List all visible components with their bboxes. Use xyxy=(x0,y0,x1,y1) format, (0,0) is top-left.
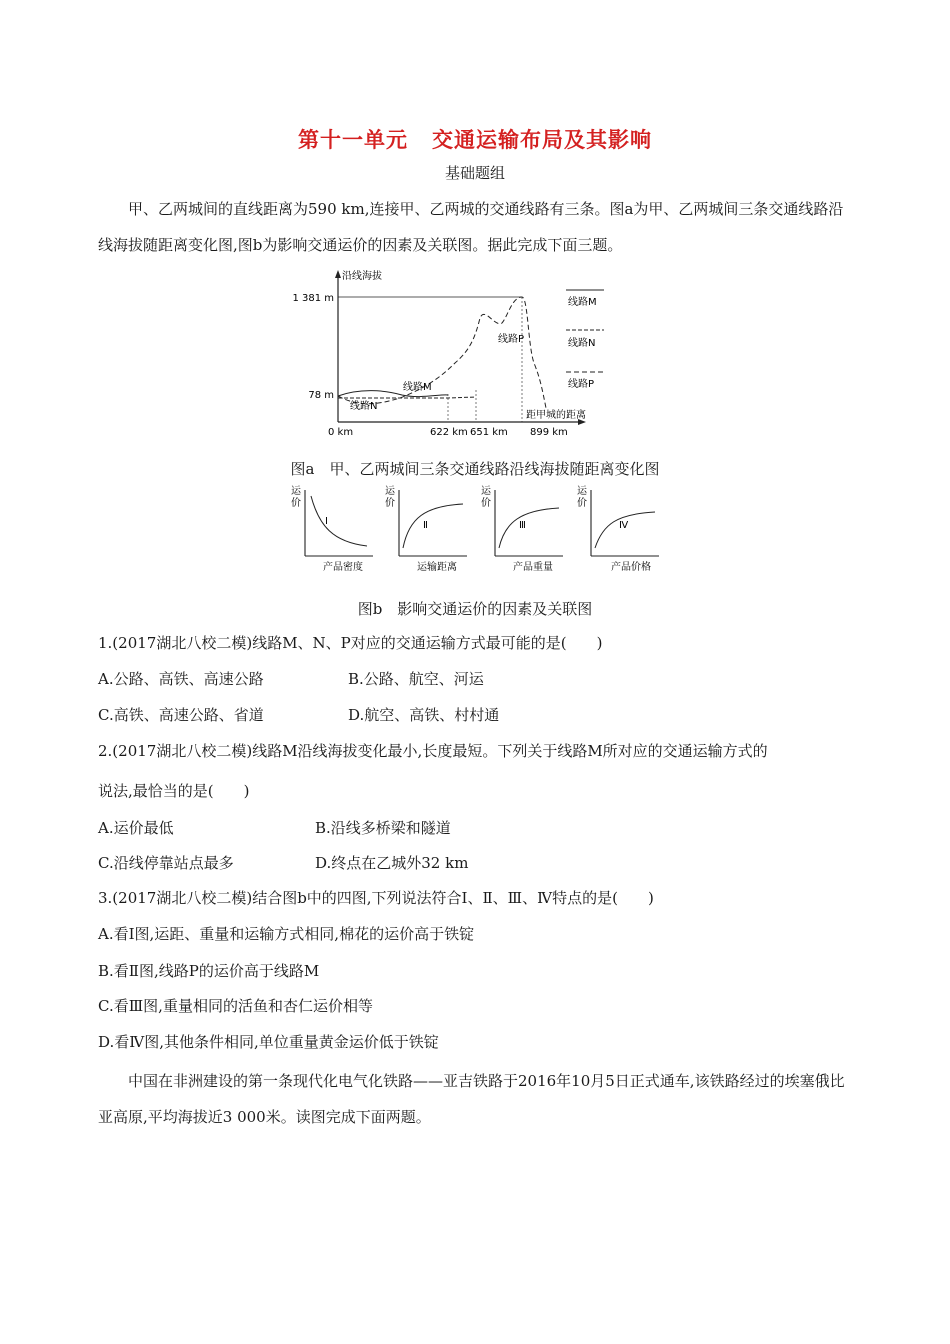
q2-option-d: D.终点在乙城外32 km xyxy=(315,854,469,872)
question-1-stem: 1.(2017湖北八校二模)线路M、N、P对应的交通运输方式最可能的是( ) xyxy=(98,634,603,652)
fig-a-xlabel: 距甲城的距离 xyxy=(526,410,586,421)
panel-i xyxy=(291,485,373,573)
fig-a-ylabel: 沿线海拔 xyxy=(342,271,382,282)
fig-a-xtick: 899 km xyxy=(530,427,568,438)
q2-option-c: C.沿线停靠站点最多 xyxy=(98,854,234,872)
panel-ylabel: 运 xyxy=(385,486,395,497)
panel-ylabel: 价 xyxy=(577,498,587,509)
panel-xlabel: 产品密度 xyxy=(323,562,363,573)
panel-ii xyxy=(385,485,467,573)
roman-label: Ⅲ xyxy=(519,520,526,531)
figure-b-caption: 图b 影响交通运价的因素及关联图 xyxy=(357,600,593,618)
line-n-path xyxy=(338,397,476,398)
line-m-label: 线路M xyxy=(403,382,432,393)
question-2-stem-cont: 说法,最恰当的是( ) xyxy=(98,782,250,800)
roman-label: Ⅰ xyxy=(325,516,328,527)
figure-a-caption: 图a 甲、乙两城间三条交通线路沿线海拔随距离变化图 xyxy=(290,460,660,478)
question-3-stem: 3.(2017湖北八校二模)结合图b中的四图,下列说法符合Ⅰ、Ⅱ、Ⅲ、Ⅳ特点的是( ) xyxy=(98,889,654,907)
legend-n: 线路N xyxy=(568,338,596,349)
fig-a-xtick: 651 km xyxy=(470,427,508,438)
q3-option-b: B.看Ⅱ图,线路P的运价高于线路M xyxy=(98,962,320,980)
line-p-path xyxy=(338,297,546,408)
panel-iv xyxy=(577,485,659,573)
line-n-label: 线路N xyxy=(350,401,378,412)
panel-ylabel: 运 xyxy=(481,486,491,497)
curve-iii xyxy=(499,508,559,548)
panel-xlabel: 产品重量 xyxy=(513,562,553,573)
legend-p: 线路P xyxy=(568,379,595,390)
fig-a-xtick: 622 km xyxy=(430,427,468,438)
panel-xlabel: 运输距离 xyxy=(417,562,457,573)
page-title: 第十一单元 交通运输布局及其影响 xyxy=(298,128,652,152)
panel-ylabel: 价 xyxy=(481,498,491,509)
fig-a-ytick-high: 1 381 m xyxy=(292,293,334,304)
q3-option-d: D.看Ⅳ图,其他条件相同,单位重量黄金运价低于铁锭 xyxy=(98,1033,439,1051)
q3-option-a: A.看Ⅰ图,运距、重量和运输方式相同,棉花的运价高于铁锭 xyxy=(98,925,475,943)
roman-label: Ⅳ xyxy=(619,520,629,531)
figure-a-elevation-chart xyxy=(290,268,650,444)
panel-ylabel: 运 xyxy=(577,486,587,497)
panel-ylabel: 运 xyxy=(291,486,301,497)
curve-ii xyxy=(403,504,463,548)
figure-b-panels xyxy=(285,484,665,574)
q1-option-a: A.公路、高铁、高速公路 xyxy=(98,670,264,688)
intro-paragraph: 甲、乙两城间的直线距离为590 km,连接甲、乙两城的交通线路有三条。图a为甲、乙两城间三条交通线路沿线海拔随距离变化图,图b为影响交通运价的因素及关联图。据此完成下面三题。 xyxy=(98,200,844,254)
fig-a-legend xyxy=(566,290,604,390)
q3-option-c: C.看Ⅲ图,重量相同的活鱼和杏仁运价相等 xyxy=(98,997,373,1015)
q1-option-b: B.公路、航空、河运 xyxy=(348,670,484,688)
panel-ylabel: 价 xyxy=(291,498,301,509)
line-p-label: 线路P xyxy=(498,334,525,345)
question-2-stem: 2.(2017湖北八校二模)线路M沿线海拔变化最小,长度最短。下列关于线路M所对应的交通运输方式的 xyxy=(98,742,768,760)
section-subtitle: 基础题组 xyxy=(444,164,505,182)
fig-a-ytick-low: 78 m xyxy=(308,390,334,401)
panel-ylabel: 价 xyxy=(385,498,395,509)
legend-m: 线路M xyxy=(568,297,597,308)
panel-iii xyxy=(481,485,563,573)
q2-option-b: B.沿线多桥梁和隧道 xyxy=(315,819,451,837)
closing-paragraph: 中国在非洲建设的第一条现代化电气化铁路——亚吉铁路于2016年10月5日正式通车,该铁路经过的埃塞俄比亚高原,平均海拔近3 000米。读图完成下面两题。 xyxy=(98,1072,845,1126)
q1-option-d: D.航空、高铁、村村通 xyxy=(348,706,500,724)
fig-a-xtick: 0 km xyxy=(328,427,354,438)
panel-xlabel: 产品价格 xyxy=(611,562,651,573)
roman-label: Ⅱ xyxy=(423,520,428,531)
curve-i xyxy=(311,496,367,546)
q2-option-a: A.运价最低 xyxy=(98,819,174,837)
q1-option-c: C.高铁、高速公路、省道 xyxy=(98,706,264,724)
